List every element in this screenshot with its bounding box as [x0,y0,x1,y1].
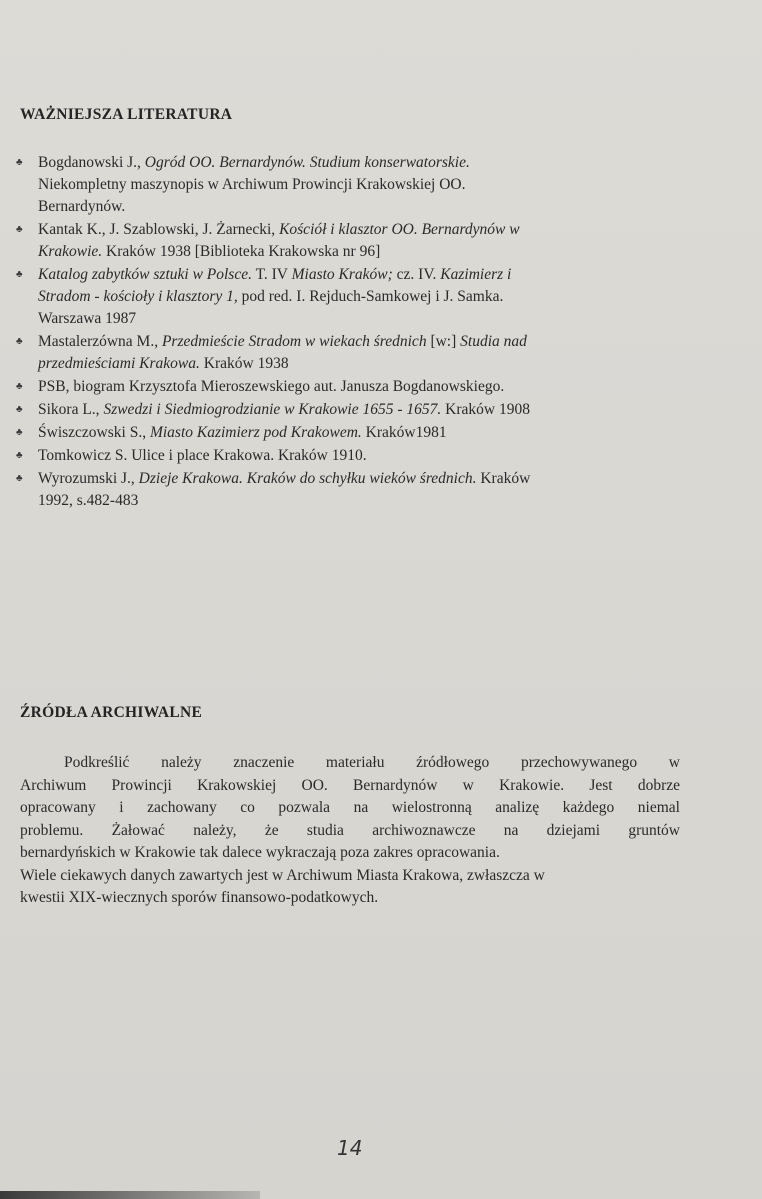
paragraph-line: Archiwum Prowincji Krakowskiej OO. Bernardynów w Krakowie. Jest dobrze [20,776,680,794]
literature-item [16,264,668,330]
citation-text: cz. IV. [392,266,441,283]
citation-text: Mastalerzówna M., [38,333,162,350]
literature-item-line [38,152,668,174]
citation-text: pod red. I. Rejduch-Samkowej i J. Samka. [237,288,504,305]
literature-item-line [38,490,668,512]
citation-text: Bogdanowski J., [38,154,145,171]
literature-item [16,331,668,375]
citation-text: [w:] [426,333,461,350]
italic-title-text: Miasto Kraków; [291,266,393,283]
literature-item [16,445,668,467]
literature-item-line [38,399,668,421]
literature-item-line [38,241,668,263]
club-bullet-icon: ♣ [16,269,23,280]
paragraph-line: problemu. Żałować należy, że studia archiwoznawcze na dziejami gruntów [20,821,680,839]
italic-title-text: Stradom - kościoły i klasztory 1, [38,288,238,305]
citation-text: Sikora L., [38,401,104,418]
literature-item [16,422,668,444]
paragraph-line: Wiele ciekawych danych zawartych jest w Archiwum Miasta Krakowa, zwłaszcza w [20,866,545,884]
italic-title-text: Ogród OO. Bernardynów. Studium konserwatorskie. [144,154,470,171]
literature-item-line [38,308,668,330]
literature-item-line [38,468,668,490]
italic-title-text: Szwedzi i Siedmiogrodzianie w Krakowie 1655 - 1657. [103,401,442,418]
citation-text: Tomkowicz S. Ulice i place Krakowa. Kraków 1910. [38,447,367,464]
literature-item-line [38,353,668,375]
archives-heading: ŹRÓDŁA ARCHIWALNE [20,704,203,721]
citation-text: Warszawa 1987 [38,310,137,327]
literature-item-line [38,286,668,308]
club-bullet-icon: ♣ [16,381,23,392]
paragraph-line: Podkreślić należy znaczenie materiału źródłowego przechowywanego w [64,754,680,771]
italic-title-text: Kościół i klasztor OO. Bernardynów w [279,221,520,238]
literature-item-line [38,331,668,353]
citation-text: T. IV [251,266,292,283]
literature-item [16,376,668,398]
club-bullet-icon: ♣ [16,450,23,461]
literature-item-line [38,422,668,444]
literature-item-line [38,196,668,218]
italic-title-text: Miasto Kazimierz pod Krakowem. [149,424,362,441]
club-bullet-icon: ♣ [16,473,23,484]
literature-item [16,468,668,512]
italic-title-text: Dzieje Krakowa. Kraków do schyłku wieków średnich. [138,470,477,487]
italic-title-text: Studia nad [460,333,527,350]
literature-item-line [38,376,668,398]
archives-text [20,752,680,910]
page-number: 14 [337,1136,363,1160]
citation-text: 1992, s.482-483 [38,492,139,509]
club-bullet-icon: ♣ [16,404,23,415]
archives-paragraph-1 [20,752,680,865]
italic-title-text: Krakowie. [38,243,103,260]
citation-text: Niekompletny maszynopis w Archiwum Prowincji Krakowskiej OO. [38,176,466,193]
citation-text: Kraków [476,470,531,487]
citation-text: Kraków 1938 [199,355,289,372]
club-bullet-icon: ♣ [16,427,23,438]
citation-text: PSB, biogram Krzysztofa Mieroszewskiego aut. Janusza Bogdanowskiego. [38,378,505,395]
literature-item-line [38,174,668,196]
citation-text: Wyrozumski J., [38,470,139,487]
club-bullet-icon: ♣ [16,224,23,235]
literature-list [16,152,668,513]
archives-paragraph-2 [20,865,680,910]
citation-text: Świszczowski S., [38,424,150,441]
literature-item [16,219,668,263]
literature-item [16,399,668,421]
literature-item [16,152,668,218]
citation-text: Kantak K., J. Szablowski, J. Żarnecki, [38,221,280,238]
literature-item-line [38,219,668,241]
italic-title-text: Przedmieście Stradom w wiekach średnich [161,333,427,350]
italic-title-text: Katalog zabytków sztuki w Polsce. [38,266,252,283]
scan-edge-shadow [0,1191,260,1199]
club-bullet-icon: ♣ [16,336,23,347]
citation-text: Kraków 1908 [441,401,530,418]
literature-heading: WAŻNIEJSZA LITERATURA [20,106,233,123]
club-bullet-icon: ♣ [16,157,23,168]
citation-text: Kraków 1938 [Biblioteka Krakowska nr 96] [102,243,381,260]
literature-item-line [38,264,668,286]
italic-title-text: Kazimierz i [440,266,512,283]
citation-text: Kraków1981 [361,424,447,441]
paragraph-line: bernardyńskich w Krakowie tak dalece wykraczają poza zakres opracowania. [20,844,500,861]
citation-text: Bernardynów. [38,198,126,215]
italic-title-text: przedmieściami Krakowa. [38,355,200,372]
paragraph-line: kwestii XIX-wiecznych sporów finansowo-podatkowych. [20,889,379,906]
literature-item-line [38,445,668,467]
paragraph-line: opracowany i zachowany co pozwala na wielostronną analizę każdego niemal [20,799,680,816]
